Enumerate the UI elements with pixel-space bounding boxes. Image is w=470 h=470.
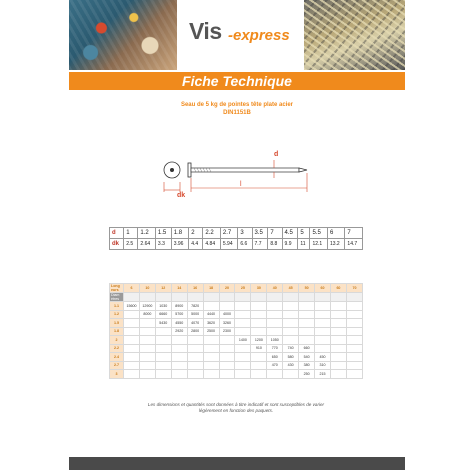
dims-cell: 7 <box>345 228 363 239</box>
quantity-cell: 740 <box>283 344 299 353</box>
dims-cell: 11 <box>298 239 310 250</box>
dims-cell: 6 <box>327 228 344 239</box>
dims-cell: 1 <box>124 228 138 239</box>
quantity-cell <box>203 336 219 345</box>
length-header-cell: 18 <box>203 284 219 293</box>
quantity-cell: 250 <box>299 370 315 379</box>
quantity-cell <box>283 319 299 328</box>
dims-row-dk <box>110 239 363 250</box>
diameter-header-filler <box>171 293 187 302</box>
quantity-cell <box>330 302 346 311</box>
quantity-cell <box>315 310 331 319</box>
quantity-row <box>110 344 363 353</box>
diameter-header-filler <box>299 293 315 302</box>
dim-label-d: d <box>274 151 279 158</box>
quantity-cell <box>219 344 235 353</box>
dims-cell: 5.94 <box>220 239 237 250</box>
quantity-cell <box>251 361 267 370</box>
quantity-cell <box>139 327 155 336</box>
quantity-cell: 15600 <box>124 302 140 311</box>
quantity-cell: 4550 <box>171 319 187 328</box>
quantity-cell: 8000 <box>139 310 155 319</box>
quantity-cell <box>171 370 187 379</box>
workshop-photo <box>69 0 177 70</box>
quantity-cell <box>267 319 283 328</box>
quantity-cell: 1050 <box>267 336 283 345</box>
diameter-header-filler <box>315 293 331 302</box>
quantity-cell: 4070 <box>187 319 203 328</box>
quantity-cell <box>139 361 155 370</box>
packaging-quantity-table <box>109 283 363 379</box>
quantity-cell <box>315 327 331 336</box>
quantity-cell <box>315 344 331 353</box>
quantity-cell <box>299 310 315 319</box>
header <box>69 0 405 72</box>
quantity-row <box>110 310 363 319</box>
diameter-cell: 3 <box>110 370 124 379</box>
length-header-cell: 16 <box>187 284 203 293</box>
diameter-corner-label: Diam ètres <box>110 293 124 302</box>
diameter-cell: 1.1 <box>110 302 124 311</box>
dims-cell: 12.1 <box>310 239 327 250</box>
quantity-cell <box>330 319 346 328</box>
quantity-cell <box>346 361 362 370</box>
quantity-cell <box>235 327 251 336</box>
product-title <box>69 101 405 117</box>
spec-sheet-page <box>69 0 405 470</box>
footer-bar <box>69 457 405 470</box>
quantity-cell <box>155 344 171 353</box>
dims-cell: 14.7 <box>345 239 363 250</box>
logo-main: Vis <box>189 18 222 44</box>
banner-title: Fiche Technique <box>182 73 292 89</box>
quantity-cell <box>330 336 346 345</box>
dims-cell: 1.5 <box>155 228 171 239</box>
quantity-cell <box>219 336 235 345</box>
quantity-cell <box>235 319 251 328</box>
quantity-cell: 4000 <box>219 310 235 319</box>
vis-express-logo <box>189 18 301 54</box>
quantity-cell: 430 <box>283 361 299 370</box>
quantity-cell <box>124 370 140 379</box>
dims-cell: 4.4 <box>189 239 203 250</box>
quantity-cell <box>219 353 235 362</box>
quantity-cell <box>251 353 267 362</box>
quantity-cell <box>346 302 362 311</box>
quantity-cell: 2300 <box>219 327 235 336</box>
quantity-cell <box>235 302 251 311</box>
diameter-header-row <box>110 293 363 302</box>
quantity-cell <box>283 302 299 311</box>
quantity-cell: 1030 <box>155 302 171 311</box>
quantity-cell: 3620 <box>203 319 219 328</box>
quantity-cell <box>203 370 219 379</box>
quantity-cell <box>139 336 155 345</box>
quantity-cell <box>203 353 219 362</box>
quantity-cell: 650 <box>267 353 283 362</box>
quantity-row <box>110 353 363 362</box>
quantity-cell <box>251 327 267 336</box>
product-title-line2: DIN1151B <box>223 110 251 116</box>
disclaimer-line2: légèrement en fonction des paquets. <box>198 408 274 413</box>
dims-cell: 13.2 <box>327 239 344 250</box>
dims-cell: 5.5 <box>310 228 327 239</box>
dims-cell: 2.5 <box>124 239 138 250</box>
quantity-cell: 660 <box>299 344 315 353</box>
diameter-header-filler <box>235 293 251 302</box>
diameter-cell: 1.5 <box>110 319 124 328</box>
quantity-cell <box>124 310 140 319</box>
diameter-cell: 2.4 <box>110 353 124 362</box>
diameter-header-filler <box>283 293 299 302</box>
quantity-cell <box>155 353 171 362</box>
diameter-cell: 1.8 <box>110 327 124 336</box>
dims-header-dk: dk <box>110 239 124 250</box>
quantity-cell <box>203 344 219 353</box>
quantity-cell <box>124 319 140 328</box>
quantity-cell <box>267 327 283 336</box>
dims-cell: 3.96 <box>171 239 188 250</box>
quantity-cell <box>124 327 140 336</box>
dims-cell: 2.7 <box>220 228 237 239</box>
length-header-cell: 50 <box>299 284 315 293</box>
dims-cell: 3.5 <box>252 228 268 239</box>
diameter-header-filler <box>139 293 155 302</box>
quantity-cell <box>330 327 346 336</box>
dims-cell: 4.84 <box>203 239 220 250</box>
length-header-cell: 25 <box>235 284 251 293</box>
length-header-cell: 60 <box>330 284 346 293</box>
quantity-cell <box>330 344 346 353</box>
quantity-cell <box>251 302 267 311</box>
length-header-cell: 60 <box>315 284 331 293</box>
quantity-cell <box>155 336 171 345</box>
length-corner-label: Long eurs <box>110 284 124 293</box>
quantity-cell <box>235 310 251 319</box>
quantity-cell: 6660 <box>155 310 171 319</box>
quantity-cell <box>299 319 315 328</box>
quantity-cell: 5430 <box>155 319 171 328</box>
quantity-cell <box>267 370 283 379</box>
quantity-cell: 540 <box>299 353 315 362</box>
quantity-cell <box>346 319 362 328</box>
quantity-cell <box>330 361 346 370</box>
quantity-cell: 215 <box>315 370 331 379</box>
diameter-header-filler <box>251 293 267 302</box>
quantity-cell <box>155 327 171 336</box>
quantity-cell <box>171 336 187 345</box>
quantity-row <box>110 302 363 311</box>
quantity-cell: 5000 <box>187 310 203 319</box>
logo-sub: -express <box>228 27 290 44</box>
quantity-cell <box>219 302 235 311</box>
disclaimer-line1: Les dimensions et quantités sont données à titre indicatif et sont susceptibles de varier <box>147 402 325 407</box>
quantity-cell <box>315 319 331 328</box>
dims-cell: 4.5 <box>282 228 298 239</box>
diameter-header-filler <box>267 293 283 302</box>
quantity-cell <box>171 361 187 370</box>
dims-cell: 1.8 <box>171 228 188 239</box>
quantity-cell <box>235 353 251 362</box>
quantity-cell <box>139 370 155 379</box>
quantity-row <box>110 327 363 336</box>
dims-cell: 1.2 <box>138 228 155 239</box>
quantity-cell <box>203 302 219 311</box>
quantity-cell <box>283 370 299 379</box>
quantity-cell <box>139 319 155 328</box>
quantity-cell <box>187 344 203 353</box>
quantity-cell: 580 <box>283 353 299 362</box>
quantity-cell: 310 <box>315 361 331 370</box>
diameter-cell: 1.2 <box>110 310 124 319</box>
diameter-cell: 2.2 <box>110 344 124 353</box>
quantity-cell: 3260 <box>219 319 235 328</box>
quantity-cell: 5700 <box>171 310 187 319</box>
quantity-cell <box>124 361 140 370</box>
quantity-cell <box>187 336 203 345</box>
quantity-cell: 7820 <box>187 302 203 311</box>
length-header-cell: 20 <box>219 284 235 293</box>
quantity-cell: 12900 <box>139 302 155 311</box>
quantity-cell <box>187 361 203 370</box>
quantity-cell <box>139 353 155 362</box>
diameter-header-filler <box>346 293 362 302</box>
length-header-cell: 10 <box>139 284 155 293</box>
dim-label-l: l <box>240 181 242 188</box>
quantity-cell: 1200 <box>251 336 267 345</box>
diameter-header-filler <box>187 293 203 302</box>
length-header-cell: 14 <box>171 284 187 293</box>
diameter-cell: 2.7 <box>110 361 124 370</box>
dims-cell: 7 <box>268 228 282 239</box>
quantity-cell: 770 <box>267 344 283 353</box>
quantity-row <box>110 319 363 328</box>
nail-head-side <box>188 163 191 177</box>
quantity-cell <box>346 344 362 353</box>
quantity-cell <box>315 336 331 345</box>
length-header-cell: 40 <box>267 284 283 293</box>
quantity-cell <box>283 310 299 319</box>
diameter-cell: 2 <box>110 336 124 345</box>
diameter-header-filler <box>219 293 235 302</box>
quantity-cell <box>330 370 346 379</box>
quantity-cell <box>235 344 251 353</box>
quantity-cell: 2800 <box>187 327 203 336</box>
nail-tip <box>299 168 307 172</box>
quantity-cell <box>315 302 331 311</box>
dims-cell: 6.6 <box>238 239 252 250</box>
dims-cell: 2 <box>189 228 203 239</box>
length-header-cell: 30 <box>251 284 267 293</box>
quantity-cell <box>155 361 171 370</box>
quantity-cell: 2500 <box>203 327 219 336</box>
length-header-cell: 45 <box>283 284 299 293</box>
quantity-cell <box>219 370 235 379</box>
dimensions-table <box>109 227 363 250</box>
quantity-cell <box>251 370 267 379</box>
quantity-cell <box>346 353 362 362</box>
quantity-cell <box>283 327 299 336</box>
quantity-cell <box>187 353 203 362</box>
quantity-cell: 1400 <box>235 336 251 345</box>
product-title-line1: Seau de 5 kg de pointes tête plate acier <box>180 102 294 108</box>
quantity-row <box>110 336 363 345</box>
quantity-cell <box>219 361 235 370</box>
quantity-cell <box>267 302 283 311</box>
quantity-cell <box>251 310 267 319</box>
quantity-cell <box>124 353 140 362</box>
diameter-header-filler <box>330 293 346 302</box>
quantity-cell <box>346 370 362 379</box>
quantity-cell <box>171 353 187 362</box>
quantity-cell <box>330 310 346 319</box>
quantity-cell <box>346 327 362 336</box>
quantity-cell <box>203 361 219 370</box>
dims-cell: 2.64 <box>138 239 155 250</box>
quantity-cell: 470 <box>267 361 283 370</box>
dims-header-d: d <box>110 228 124 239</box>
quantity-cell <box>124 344 140 353</box>
quantity-cell: 8900 <box>171 302 187 311</box>
quantity-row <box>110 370 363 379</box>
quantity-cell: 4440 <box>203 310 219 319</box>
quantity-row <box>110 361 363 370</box>
length-header-cell: 12 <box>155 284 171 293</box>
quantity-cell <box>235 361 251 370</box>
dims-cell: 7.7 <box>252 239 268 250</box>
quantity-cell <box>139 344 155 353</box>
quantity-cell <box>187 370 203 379</box>
quantity-cell <box>346 310 362 319</box>
quantity-cell: 2920 <box>171 327 187 336</box>
quantity-cell: 450 <box>315 353 331 362</box>
dims-cell: 5 <box>298 228 310 239</box>
quantity-cell <box>283 336 299 345</box>
dims-cell: 3 <box>238 228 252 239</box>
dims-cell: 2.2 <box>203 228 220 239</box>
dims-cell: 9.9 <box>282 239 298 250</box>
quantity-cell: 910 <box>251 344 267 353</box>
dim-label-dk: dk <box>177 192 186 199</box>
diameter-header-filler <box>124 293 140 302</box>
quantity-cell <box>171 344 187 353</box>
nail-drawing <box>69 140 405 200</box>
length-header-cell: 6 <box>124 284 140 293</box>
quantity-cell <box>299 336 315 345</box>
screws-photo <box>304 0 405 70</box>
quantity-cell <box>124 336 140 345</box>
quantity-cell <box>235 370 251 379</box>
diameter-header-filler <box>155 293 171 302</box>
length-header-cell: 70 <box>346 284 362 293</box>
dims-cell: 3.3 <box>155 239 171 250</box>
quantity-cell <box>251 319 267 328</box>
diameter-header-filler <box>203 293 219 302</box>
quantity-cell <box>267 310 283 319</box>
dims-cell: 8.8 <box>268 239 282 250</box>
dims-row-d <box>110 228 363 239</box>
quantity-cell <box>299 327 315 336</box>
quantity-cell: 380 <box>299 361 315 370</box>
disclaimer-note <box>109 402 363 414</box>
length-header-row <box>110 284 363 293</box>
quantity-cell <box>299 302 315 311</box>
quantity-cell <box>155 370 171 379</box>
quantity-cell <box>346 336 362 345</box>
quantity-cell <box>330 353 346 362</box>
